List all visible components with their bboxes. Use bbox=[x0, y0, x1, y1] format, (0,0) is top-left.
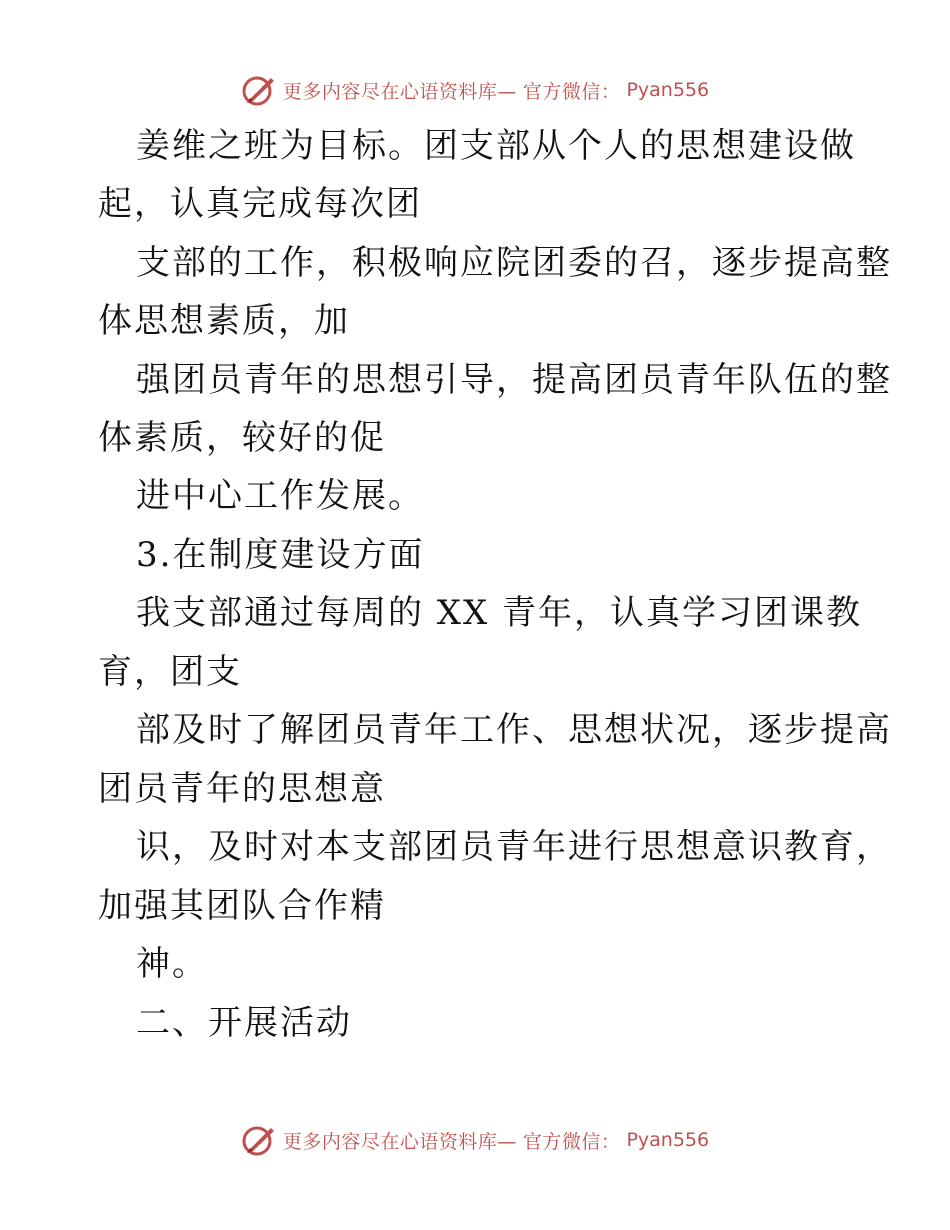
quill-logo-icon bbox=[241, 1124, 277, 1156]
watermark-wechat-id: Pyan556 bbox=[626, 1129, 710, 1151]
footer-watermark bbox=[0, 1120, 950, 1160]
body-line: 育，团支 bbox=[98, 652, 242, 692]
watermark-text: 更多内容尽在心语资料库— bbox=[282, 1130, 517, 1153]
body-line: 我支部通过每周的 XX 青年，认真学习团课教 bbox=[136, 593, 863, 633]
section-heading: 二、开展活动 bbox=[136, 1003, 352, 1043]
body-line: 识，及时对本支部团员青年进行思想意识教育， bbox=[136, 827, 892, 867]
body-line: 支部的工作，积极响应院团委的召，逐步提高整 bbox=[136, 243, 892, 283]
body-line: 神。 bbox=[136, 944, 208, 984]
header-watermark bbox=[0, 70, 950, 110]
body-line: 团员青年的思想意 bbox=[98, 769, 386, 809]
body-line: 强团员青年的思想引导，提高团员青年队伍的整 bbox=[136, 360, 892, 400]
section-heading: 3.在制度建设方面 bbox=[136, 535, 425, 575]
body-line: 体思想素质，加 bbox=[98, 301, 350, 341]
body-line: 姜维之班为目标。团支部从个人的思想建设做 bbox=[136, 126, 856, 166]
quill-logo-icon bbox=[241, 74, 277, 106]
body-line: 部及时了解团员青年工作、思想状况，逐步提高 bbox=[136, 710, 892, 750]
body-line: 加强其团队合作精 bbox=[98, 886, 386, 926]
watermark-wechat-id: Pyan556 bbox=[626, 79, 710, 101]
watermark-wechat-label: 官方微信： bbox=[522, 80, 621, 103]
watermark-wechat-label: 官方微信： bbox=[522, 1130, 621, 1153]
body-line: 体素质，较好的促 bbox=[98, 418, 386, 458]
body-line: 进中心工作发展。 bbox=[136, 476, 424, 516]
watermark-text: 更多内容尽在心语资料库— bbox=[282, 80, 517, 103]
body-line: 起，认真完成每次团 bbox=[98, 184, 422, 224]
